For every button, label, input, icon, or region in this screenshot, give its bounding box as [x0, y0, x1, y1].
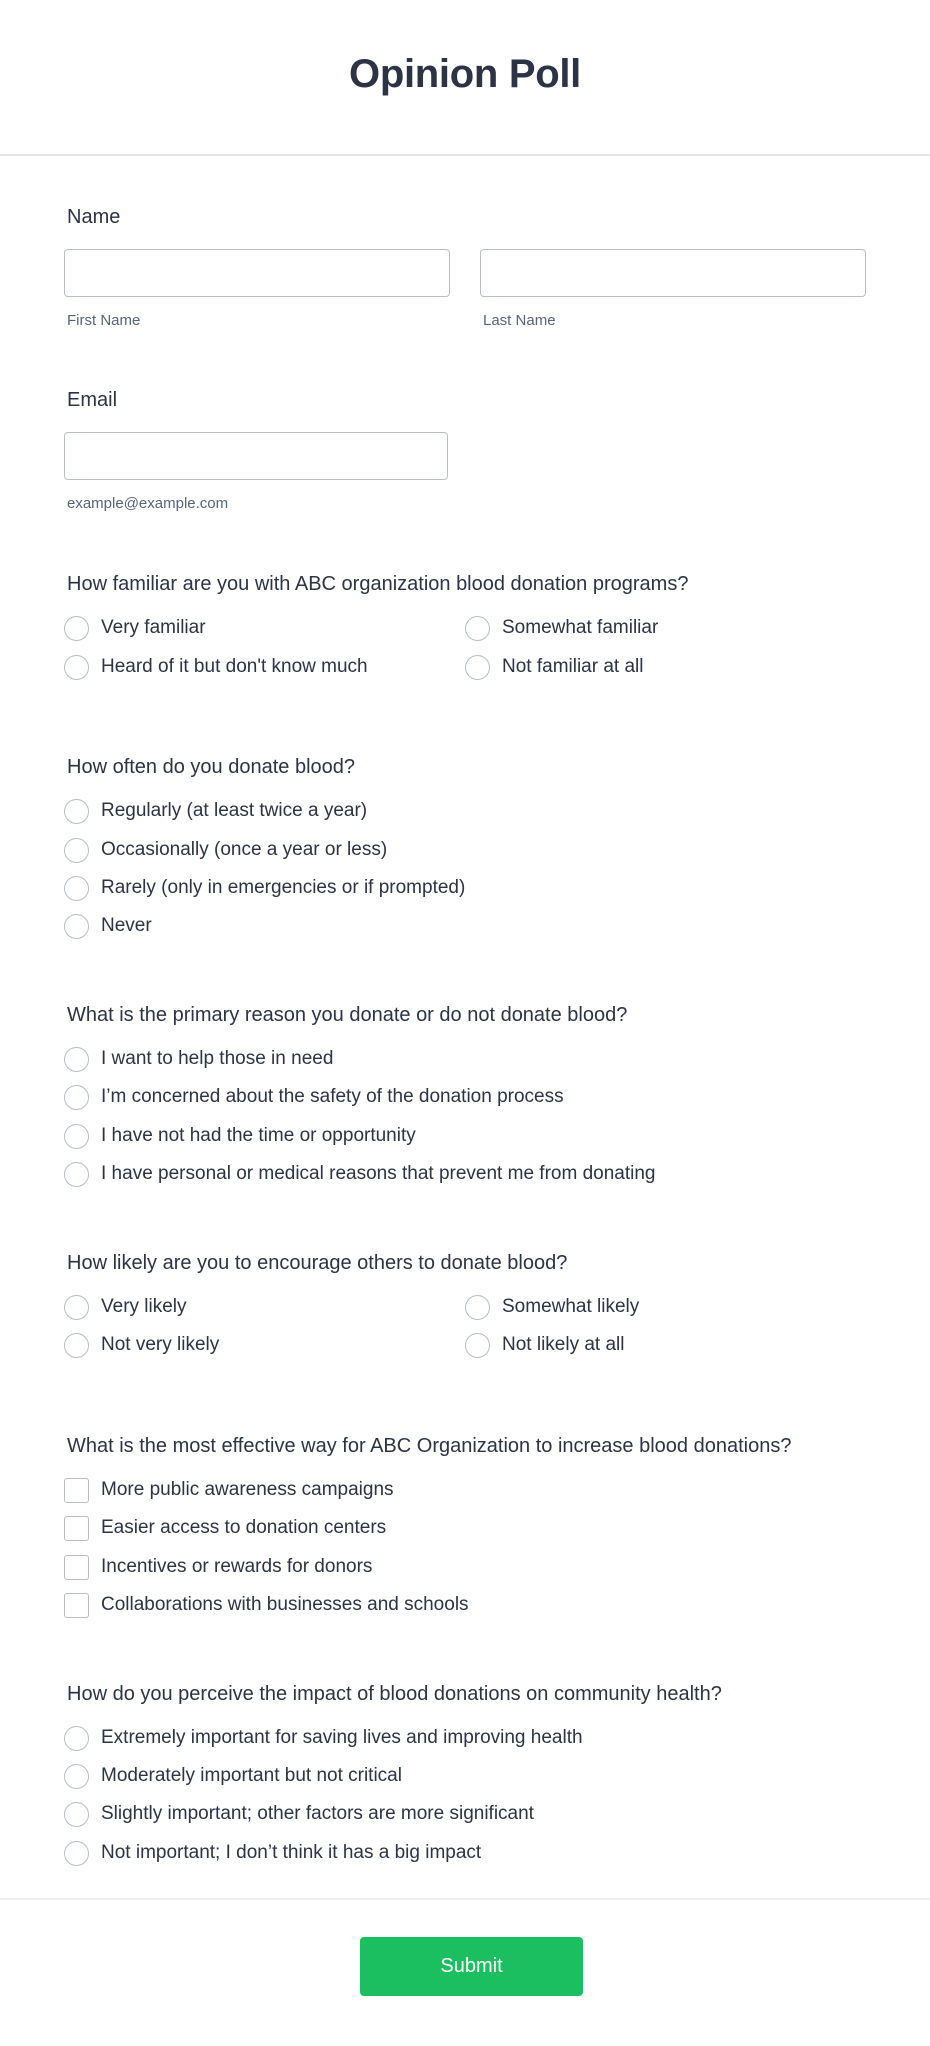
option-occasionally[interactable]: Occasionally (once a year or less): [64, 836, 387, 864]
radio-icon[interactable]: [64, 1764, 89, 1789]
option-somewhat-likely[interactable]: Somewhat likely: [465, 1293, 639, 1321]
option-not-very-likely[interactable]: Not very likely: [64, 1331, 219, 1359]
radio-icon[interactable]: [465, 1295, 490, 1320]
radio-icon[interactable]: [64, 1162, 89, 1187]
question-encourage-others: How likely are you to encourage others to donate blood?: [67, 1252, 568, 1274]
question-familiarity: How familiar are you with ABC organization blood donation programs?: [67, 573, 689, 595]
checkbox-icon[interactable]: [64, 1478, 89, 1503]
radio-icon[interactable]: [465, 655, 490, 680]
radio-icon[interactable]: [64, 1333, 89, 1358]
option-regularly[interactable]: Regularly (at least twice a year): [64, 797, 367, 825]
radio-icon[interactable]: [64, 616, 89, 641]
radio-icon[interactable]: [64, 1047, 89, 1072]
radio-icon[interactable]: [64, 1802, 89, 1827]
checkbox-icon[interactable]: [64, 1555, 89, 1580]
radio-icon[interactable]: [465, 1333, 490, 1358]
radio-icon[interactable]: [64, 1841, 89, 1866]
option-incentives[interactable]: Incentives or rewards for donors: [64, 1553, 372, 1581]
option-rarely[interactable]: Rarely (only in emergencies or if prompted): [64, 874, 465, 902]
radio-icon[interactable]: [64, 1124, 89, 1149]
option-somewhat-familiar[interactable]: Somewhat familiar: [465, 614, 658, 642]
question-increase-donations: What is the most effective way for ABC Organization to increase blood donations?: [67, 1435, 792, 1457]
radio-icon[interactable]: [64, 838, 89, 863]
radio-icon[interactable]: [64, 1085, 89, 1110]
option-collaborations[interactable]: Collaborations with businesses and schools: [64, 1591, 469, 1619]
email-sublabel: example@example.com: [67, 495, 229, 512]
question-community-impact: How do you perceive the impact of blood donations on community health?: [67, 1683, 722, 1705]
radio-icon[interactable]: [465, 616, 490, 641]
radio-icon[interactable]: [64, 1295, 89, 1320]
option-safety-concern[interactable]: I’m concerned about the safety of the donation process: [64, 1083, 564, 1111]
radio-icon[interactable]: [64, 655, 89, 680]
question-donation-frequency: How often do you donate blood?: [67, 756, 355, 778]
option-easier-access[interactable]: Easier access to donation centers: [64, 1514, 386, 1542]
option-heard-of-it[interactable]: Heard of it but don't know much: [64, 653, 368, 681]
email-input[interactable]: [64, 432, 448, 480]
option-help-those-in-need[interactable]: I want to help those in need: [64, 1045, 333, 1073]
name-label: Name: [67, 206, 121, 228]
option-never[interactable]: Never: [64, 912, 152, 940]
last-name-sublabel: Last Name: [483, 312, 556, 329]
radio-icon[interactable]: [64, 1726, 89, 1751]
option-moderately-important[interactable]: Moderately important but not critical: [64, 1762, 402, 1790]
option-slightly-important[interactable]: Slightly important; other factors are more significant: [64, 1800, 534, 1828]
option-very-likely[interactable]: Very likely: [64, 1293, 187, 1321]
option-not-familiar[interactable]: Not familiar at all: [465, 653, 644, 681]
option-no-time[interactable]: I have not had the time or opportunity: [64, 1122, 416, 1150]
option-not-important[interactable]: Not important; I don’t think it has a big impact: [64, 1839, 481, 1867]
option-extremely-important[interactable]: Extremely important for saving lives and improving health: [64, 1724, 583, 1752]
radio-icon[interactable]: [64, 799, 89, 824]
first-name-input[interactable]: [64, 249, 450, 297]
option-not-likely-at-all[interactable]: Not likely at all: [465, 1331, 625, 1359]
page-title: Opinion Poll: [349, 52, 581, 96]
first-name-sublabel: First Name: [67, 312, 141, 329]
question-primary-reason: What is the primary reason you donate or do not donate blood?: [67, 1004, 628, 1026]
radio-icon[interactable]: [64, 876, 89, 901]
option-very-familiar[interactable]: Very familiar: [64, 614, 206, 642]
form-header: [0, 0, 930, 156]
submit-button[interactable]: Submit: [360, 1937, 583, 1996]
option-awareness-campaigns[interactable]: More public awareness campaigns: [64, 1476, 394, 1504]
checkbox-icon[interactable]: [64, 1593, 89, 1618]
radio-icon[interactable]: [64, 914, 89, 939]
last-name-input[interactable]: [480, 249, 866, 297]
email-label: Email: [67, 389, 118, 411]
footer-divider: [0, 1898, 930, 1900]
option-medical-reasons[interactable]: I have personal or medical reasons that prevent me from donating: [64, 1160, 655, 1188]
checkbox-icon[interactable]: [64, 1516, 89, 1541]
